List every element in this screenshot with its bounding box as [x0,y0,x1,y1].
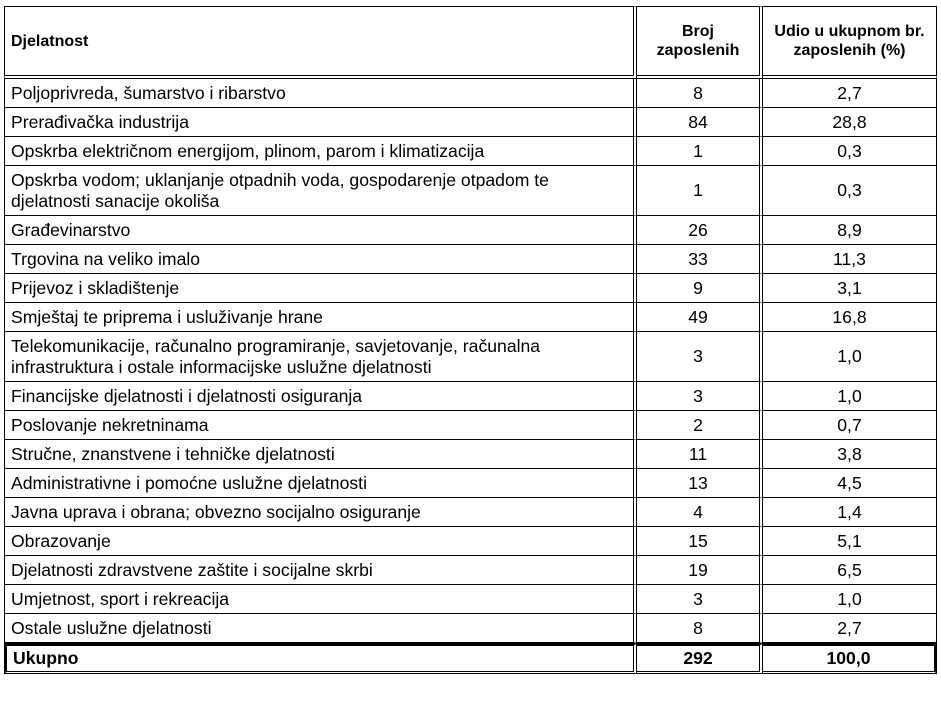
share-cell: 6,5 [763,556,937,585]
activity-cell: Stručne, znanstvene i tehničke djelatnosti [4,440,637,469]
table-row [4,614,937,643]
table-row [4,79,937,108]
table-row [4,332,937,382]
count-cell: 19 [637,556,763,585]
activity-cell: Umjetnost, sport i rekreacija [4,585,637,614]
table-row [4,469,937,498]
activity-cell: Trgovina na veliko imalo [4,245,637,274]
share-cell: 11,3 [763,245,937,274]
count-cell: 9 [637,274,763,303]
share-cell: 1,4 [763,498,937,527]
activity-cell: Telekomunikacije, računalno programiranje, savjetovanje, računalna infrastruktura i ostale informacijske uslužne djelatnosti [4,332,637,382]
table-row [4,303,937,332]
activity-cell: Opskrba vodom; uklanjanje otpadnih voda, gospodarenje otpadom te djelatnosti sanacije okoliša [4,166,637,216]
share-cell: 0,7 [763,411,937,440]
header-employee-share: Udio u ukupnom br. zaposlenih (%) [763,6,937,79]
activity-cell: Poslovanje nekretninama [4,411,637,440]
table-row [4,108,937,137]
activity-cell: Poljoprivreda, šumarstvo i ribarstvo [4,79,637,108]
table-row [4,166,937,216]
table-row [4,245,937,274]
count-cell: 13 [637,469,763,498]
count-cell: 1 [637,166,763,216]
activity-cell: Javna uprava i obrana; obvezno socijalno osiguranje [4,498,637,527]
table-row [4,585,937,614]
count-cell: 1 [637,137,763,166]
count-cell: 3 [637,332,763,382]
count-cell: 2 [637,411,763,440]
count-cell: 3 [637,382,763,411]
activity-cell: Prerađivačka industrija [4,108,637,137]
share-cell: 1,0 [763,382,937,411]
count-cell: 8 [637,79,763,108]
share-cell: 2,7 [763,79,937,108]
table-row [4,556,937,585]
header-activity: Djelatnost [4,6,637,79]
share-cell: 1,0 [763,332,937,382]
activity-cell: Smještaj te priprema i usluživanje hrane [4,303,637,332]
table-row [4,498,937,527]
count-cell: 3 [637,585,763,614]
share-cell: 0,3 [763,166,937,216]
activity-cell: Obrazovanje [4,527,637,556]
table-row [4,216,937,245]
share-cell: 3,8 [763,440,937,469]
share-cell: 2,7 [763,614,937,643]
share-cell: 28,8 [763,108,937,137]
count-cell: 8 [637,614,763,643]
share-cell: 0,3 [763,137,937,166]
count-cell: 11 [637,440,763,469]
share-cell: 4,5 [763,469,937,498]
activity-cell: Opskrba električnom energijom, plinom, parom i klimatizacija [4,137,637,166]
total-row [4,643,937,674]
table-row [4,382,937,411]
table-row [4,411,937,440]
activity-cell: Građevinarstvo [4,216,637,245]
table-row [4,274,937,303]
count-cell: 49 [637,303,763,332]
table-row [4,527,937,556]
share-cell: 5,1 [763,527,937,556]
count-cell: 15 [637,527,763,556]
count-cell: 84 [637,108,763,137]
table-row [4,137,937,166]
count-cell: 4 [637,498,763,527]
total-share: 100,0 [763,643,937,674]
header-row [4,6,937,79]
share-cell: 3,1 [763,274,937,303]
share-cell: 8,9 [763,216,937,245]
table-row [4,440,937,469]
share-cell: 16,8 [763,303,937,332]
activity-cell: Financijske djelatnosti i djelatnosti osiguranja [4,382,637,411]
share-cell: 1,0 [763,585,937,614]
count-cell: 26 [637,216,763,245]
total-count: 292 [637,643,763,674]
activity-cell: Prijevoz i skladištenje [4,274,637,303]
activity-cell: Djelatnosti zdravstvene zaštite i socijalne skrbi [4,556,637,585]
employment-by-activity-table [4,6,937,674]
activity-cell: Administrativne i pomoćne uslužne djelatnosti [4,469,637,498]
header-employee-count: Broj zaposlenih [637,6,763,79]
total-label: Ukupno [4,643,637,674]
activity-cell: Ostale uslužne djelatnosti [4,614,637,643]
count-cell: 33 [637,245,763,274]
